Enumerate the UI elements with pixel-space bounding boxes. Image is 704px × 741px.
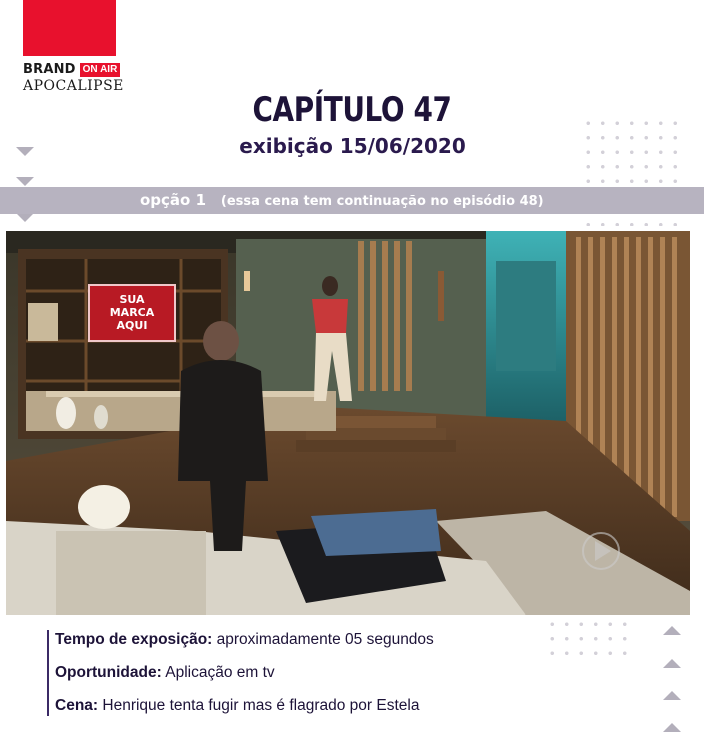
chevron-down-icon bbox=[16, 177, 34, 186]
scene-value: Henrique tenta fugir mas é flagrado por Estela bbox=[102, 697, 420, 714]
option-banner bbox=[0, 187, 704, 214]
chevron-up-icon bbox=[663, 626, 681, 635]
scene-image bbox=[6, 231, 690, 615]
novela-name: APOCALIPSE bbox=[23, 78, 124, 94]
exposure-row bbox=[55, 630, 434, 650]
chevron-up-icon bbox=[663, 723, 681, 732]
scene-details bbox=[47, 630, 434, 716]
scene-label: Cena: bbox=[55, 697, 99, 714]
option-number: opção 1 bbox=[140, 191, 207, 209]
chevron-up-icon bbox=[663, 659, 681, 668]
placement-text: AQUI bbox=[116, 319, 148, 332]
option-label bbox=[140, 191, 544, 209]
opportunity-row bbox=[55, 663, 434, 683]
air-date-text: exibição 15/06/2020 bbox=[239, 134, 466, 158]
placement-text: MARCA bbox=[109, 306, 155, 319]
chevron-down-icon bbox=[16, 147, 34, 156]
opportunity-value: Aplicação em tv bbox=[165, 664, 275, 681]
on-air-badge: ON AIR bbox=[80, 63, 121, 77]
placement-text: SUA bbox=[119, 293, 145, 306]
chevron-up-icon bbox=[663, 691, 681, 700]
dot-grid-decoration bbox=[545, 617, 635, 655]
brand-logo-square bbox=[23, 0, 116, 56]
option-note: (essa cena tem continuação no episódio 48) bbox=[220, 194, 544, 209]
chevron-down-icon bbox=[16, 213, 34, 222]
exposure-label: Tempo de exposição: bbox=[55, 631, 213, 648]
brand-logo-text bbox=[23, 62, 120, 77]
exposure-value: aproximadamente 05 segundos bbox=[216, 631, 434, 648]
opportunity-label: Oportunidade: bbox=[55, 664, 162, 681]
scene-row bbox=[55, 696, 434, 716]
brand-name: BRAND bbox=[23, 62, 76, 77]
chapter-title: CAPÍTULO 47 bbox=[252, 90, 452, 130]
